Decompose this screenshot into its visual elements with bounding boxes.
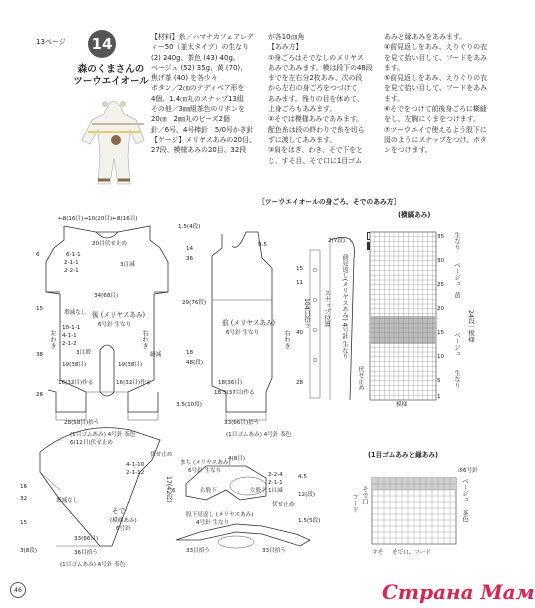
text-line: あみます。残りの目を休めて、 xyxy=(268,94,364,103)
back-inc-label: 増減なし xyxy=(64,310,87,316)
rib-color-beige: ベージュ xyxy=(461,478,468,503)
sleeve-stop: 伏せ止め xyxy=(150,452,173,458)
chart-row-25: 25 xyxy=(437,282,445,288)
text-line: ②そでは模様あみであみます。 xyxy=(268,115,364,124)
text-line: ィー50（並太タイプ）の生なり xyxy=(151,43,250,52)
stripe-chart-title: (横縞あみ) xyxy=(398,211,431,219)
pattern-title-line1: 森のくまさんの xyxy=(77,64,145,75)
rib-hem: すそ xyxy=(372,550,384,556)
text-line: 焦げ茶 (40) を各少々 xyxy=(151,74,218,83)
text-line: が各10㎝角 xyxy=(268,33,305,41)
page-number-text: 46 xyxy=(14,586,22,594)
back-hem: 28(58目)拾う xyxy=(64,420,100,426)
front-color: 6号針 生なり xyxy=(226,330,260,336)
text-line: ンをつけます。 xyxy=(384,146,432,155)
chart-color-3: 黄 xyxy=(453,292,460,299)
back-left-side: 左わき xyxy=(49,330,56,349)
rib-chart-grid xyxy=(372,478,456,544)
back-label: 後 (メリヤスあみ) xyxy=(92,311,146,319)
front-stop: 伏せ止め xyxy=(357,366,364,391)
sleeve-pattern: (模様あみ) xyxy=(110,518,137,524)
gusset-dim-6: 6 xyxy=(172,488,176,494)
front-dim-36: 36 xyxy=(186,256,194,262)
sleeve-needle: 6号針 xyxy=(116,526,131,532)
front-dim-3: 3.5(10段) xyxy=(176,402,202,408)
back-width-16: 16(32目)作る xyxy=(58,380,94,386)
back-right-side: 右わき xyxy=(141,330,148,349)
gusset-dec3: 1目減 xyxy=(268,488,283,494)
text-line: 配色糸は段の終わりで糸を切ら xyxy=(268,125,365,134)
back-dim-6: 6 xyxy=(36,252,40,258)
front-dim-28: 28 xyxy=(296,380,304,386)
rib-chart-title: (1目ゴムあみと縁あみ) xyxy=(368,451,438,459)
front-hem: 33(66目)拾う xyxy=(224,420,260,426)
text-line: から左右の身ごろをつづけて xyxy=(268,84,358,93)
text-line: (2) 240g、茶色 (43) 40g、 xyxy=(151,53,240,62)
text-line: 【あみ方】 xyxy=(268,43,303,52)
gusset-label: まち (メリヤスあみ) xyxy=(180,460,231,466)
rib-color-brown: 茶色 xyxy=(461,510,468,523)
gusset-stop: 伏せ止め xyxy=(272,502,295,508)
chart-color-2: ベージュ xyxy=(453,262,460,287)
gusset-dim-4: 4.5 xyxy=(298,474,307,480)
chart-color-5: 生なり xyxy=(453,370,460,389)
front-neck: 2(7段) xyxy=(328,238,346,244)
pattern-title-line2: ツーウエイオール xyxy=(73,76,149,87)
stripe-chart-grid xyxy=(370,232,436,400)
gusset-dim-12: 12(段) xyxy=(298,492,316,498)
text-line: ⑦ツーウエイで使えるよう股下に xyxy=(384,125,487,134)
front-label: 前 (メリヤスあみ) xyxy=(222,319,276,327)
text-line: 20㎝ 2㎜丸のビーズ2個 xyxy=(151,115,230,124)
sleeve-dim-16: 16 xyxy=(20,484,28,490)
gusset-right-crotch: 右股下 xyxy=(200,488,217,494)
chart-row-20: 20 xyxy=(437,306,445,312)
sleeve-label: そで xyxy=(112,507,126,515)
front-width-18b: 18.5(37目)作る xyxy=(214,390,255,396)
front-dim-29: 29(76段) xyxy=(182,300,207,306)
rib-legend: そで口、フード xyxy=(392,550,431,556)
sleeve-top: 6(12目)伏せ止め xyxy=(70,440,114,446)
front-width-18: 18(36目) xyxy=(218,380,243,386)
text-line: 針／6号、4号棒針 5/0号かぎ針 xyxy=(151,125,254,134)
chart-row-30: 30 xyxy=(437,258,445,264)
rib-cuff: そで口 xyxy=(361,486,368,505)
back-dim-38: 38 xyxy=(36,352,44,358)
text-line: ます。 xyxy=(384,94,405,103)
back-stitch: 縫減 xyxy=(150,352,162,358)
gusset-dec: 2-2-4 xyxy=(268,472,283,478)
back-inc2: 4-1-1 xyxy=(62,333,77,339)
gusset-dim-15: 1.5(5段) xyxy=(298,518,321,524)
front-pickup-104: 104目拾う xyxy=(303,298,310,329)
chart-bottom-label: 模様 xyxy=(396,402,408,408)
front-placket-label: 前見返し(メリヤスあみ) 4号針 生なり xyxy=(341,254,348,360)
front-dim-18: 18 xyxy=(186,350,194,356)
text-line: ます。 xyxy=(384,63,405,72)
page-reference: 13ページ xyxy=(36,38,66,46)
front-snap-position: スナップ位置 xyxy=(323,290,330,328)
text-line: ④前見返しをあみ、えりぐりの衣 xyxy=(384,43,488,52)
text-line: 【ゲージ】メリヤスあみの20目、 xyxy=(151,135,256,144)
gusset-dec2: 2-1-1 xyxy=(268,480,283,486)
chart-row-35: 35 xyxy=(437,234,445,240)
back-width-16b: 16(32目)作る xyxy=(116,380,152,386)
front-dim-14: 14 xyxy=(186,246,194,252)
back-shoulder-dec: 3目減 xyxy=(120,262,135,268)
back-crotch: 3目増 xyxy=(76,350,91,356)
back-dim-26: 26 xyxy=(36,392,44,398)
text-line: あみと縁あみをあみます。 xyxy=(384,33,467,41)
sleeve-pickup: 36目拾う xyxy=(74,550,98,556)
back-color: 6号針 生なり xyxy=(98,322,132,328)
sleeve-inc-label: 増減なし xyxy=(56,498,79,504)
sleeve-inc2: 2-1-12 xyxy=(126,470,145,476)
text-line: 【材料】糸／ハマナカフェアレデ xyxy=(151,33,254,41)
back-inc3: 2-1-2 xyxy=(62,341,77,347)
page-number xyxy=(10,582,26,598)
front-side: 1.5(4段) xyxy=(178,224,201,230)
back-dim-15: 15 xyxy=(36,306,44,312)
text-line: 27段、模様あみの20目、32段 xyxy=(151,146,247,155)
front-dim-15: 15 xyxy=(296,266,304,272)
text-line: 上身ごろもあみます。 xyxy=(268,105,337,114)
text-line: を見て拾い目して、フードをあみ xyxy=(384,53,488,62)
sleeve-dim-3: 3(8段) xyxy=(20,548,38,554)
back-width-34: 34(68目) xyxy=(94,293,119,299)
gusset-edge-needle: 4号針 生なり xyxy=(196,520,230,526)
text-line: 図のようにスナップをつけ、ボタ xyxy=(384,135,487,144)
back-dec1: 6-1-1 xyxy=(66,252,81,258)
back-dec2: 2-1-1 xyxy=(64,260,79,266)
text-line: ずに渡してあみます。 xyxy=(268,135,337,144)
section-title: ［ツーウエイオールの身ごろ、そでのあみ方］ xyxy=(258,198,401,206)
text-line: 4個、1.4㎝丸のスナップ13組 xyxy=(151,94,244,103)
back-inc1: 10-1-1 xyxy=(62,325,81,331)
chart-row-15: 15 xyxy=(437,330,445,336)
chart-row-1: 1 xyxy=(437,394,441,400)
front-rib: (1目ゴムあみ) 4号針 茶色 xyxy=(226,432,292,438)
back-dec3: 2-2-1 xyxy=(64,268,79,274)
text-line: までを左右分2枚あみ、次の段 xyxy=(268,74,363,83)
text-line: ボタン／2㎝のテディベア形を xyxy=(151,84,245,93)
chart-color-1: 生なり xyxy=(453,232,460,251)
text-line: ①身ごろはそでなしのメリヤス xyxy=(268,53,364,62)
back-rib: (1目ゴムあみ) 4号針 茶色 xyxy=(70,432,136,438)
gusset-needle: 6号針 生なり xyxy=(188,468,222,474)
gusset-count2: 33目拾う xyxy=(262,548,286,554)
chart-color-4: ベージュ xyxy=(453,332,460,357)
gusset-edge: 股下見返し (メリヤスあみ) xyxy=(186,512,254,518)
chart-repeat: 24段一模様 xyxy=(467,310,474,343)
rib-hood: フード xyxy=(351,494,358,513)
text-line: その他／3㎜組茶色のリボンを xyxy=(151,105,245,114)
text-line: ③肩をはぎ、わき、そで下をと xyxy=(268,146,364,155)
sleeve-inc1: 4-1-10 xyxy=(126,462,145,468)
back-neck-stop: 20目伏せ止め xyxy=(92,241,128,247)
front-right-side: 右わき xyxy=(283,330,290,349)
sleeve-rib: (1目ゴムあみ) 4号針 茶色 xyxy=(60,562,126,568)
stripe-band xyxy=(370,316,436,344)
front-dim-ms: 11 xyxy=(296,280,304,286)
rib-needle: ⑤6号針 xyxy=(458,468,478,474)
text-line: をし、左胸にくまをつけます。 xyxy=(384,115,480,124)
chart-row-5: 5 xyxy=(437,378,441,384)
sleeve-dim-32: 32 xyxy=(20,496,28,502)
front-dim-48: 48(段) xyxy=(186,360,204,366)
back-top-widths: ←8(16目)→10(20目)←8(16目) xyxy=(58,216,138,222)
sleeve-dim-17: 17(42段) xyxy=(165,476,172,503)
gusset-left-crotch: 左股下 xyxy=(250,488,267,494)
text-line: ⑥そでをつけて前後身ごろに糊縫 xyxy=(384,105,487,114)
pattern-number: 14 xyxy=(91,35,113,53)
sleeve-width: 33(66目) xyxy=(74,536,99,542)
gusset-top: 4(8目) xyxy=(228,456,246,462)
chart-row-10: 10 xyxy=(437,354,445,360)
text-line: を見て拾い目して、フードをあみ xyxy=(384,84,488,93)
back-width-19a: 19(38目) xyxy=(62,362,87,368)
text-line: ⑤前見返しをあみ、えりぐりの衣 xyxy=(384,74,488,83)
front-dim-55: 9.5 xyxy=(258,242,267,248)
back-width-19b: 19(38目) xyxy=(118,362,143,368)
sleeve-dim-15: 15 xyxy=(20,520,28,526)
text-line: あみであみます。模は段下の48段 xyxy=(268,63,373,72)
gusset-count: 33目拾う xyxy=(186,548,210,554)
text-line: じ、すそ目、そで口に1目ゴム xyxy=(268,156,362,165)
site-watermark: Страна Мам xyxy=(382,580,535,604)
front-dim-40: 40 xyxy=(296,330,304,336)
text-line: ベージュ (52) 35g、黄 (70)、 xyxy=(151,63,247,72)
